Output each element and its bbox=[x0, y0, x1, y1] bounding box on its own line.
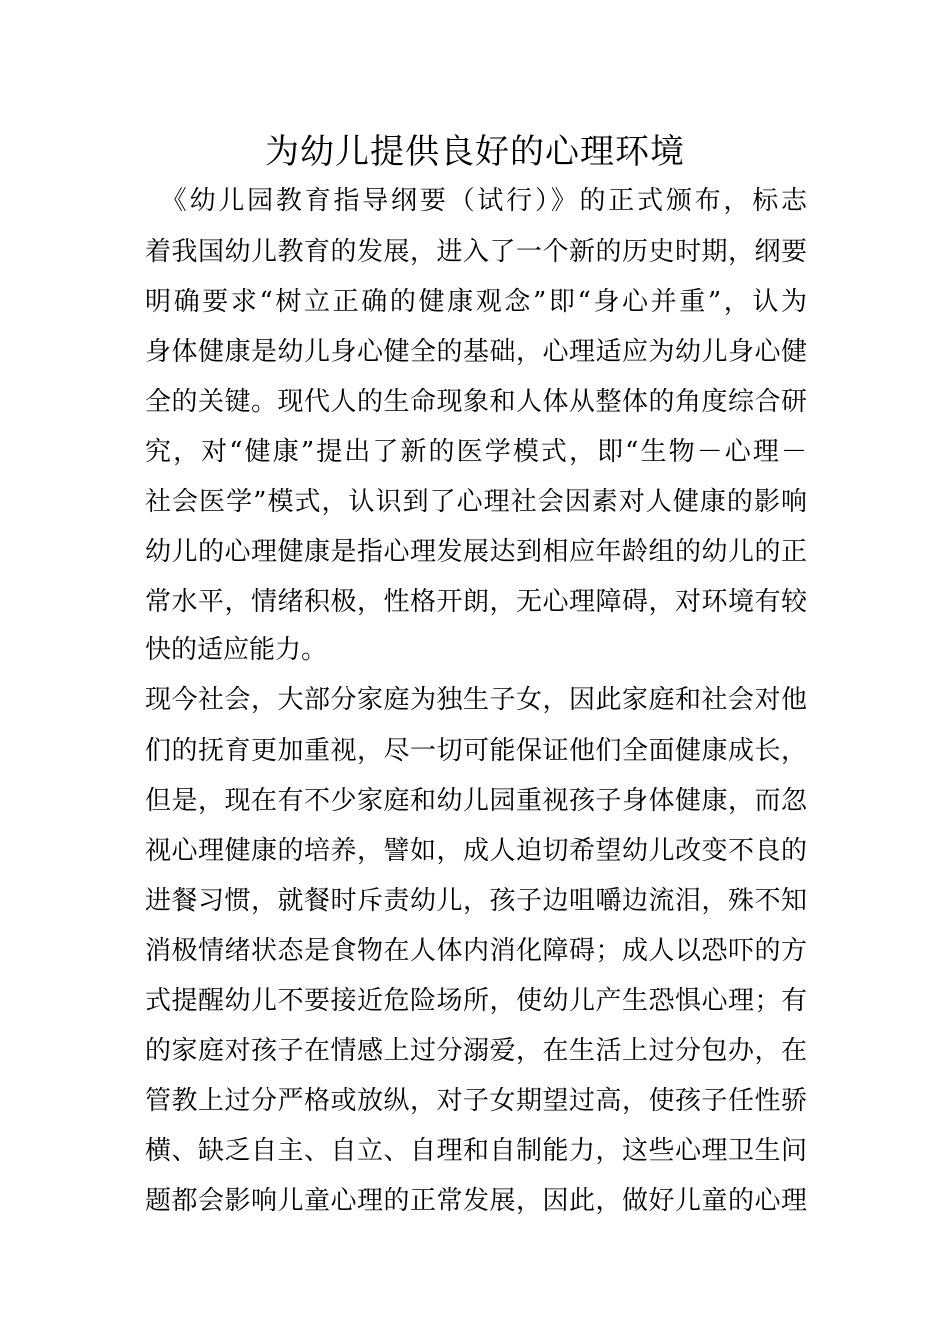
paragraph-line: 横、缺乏自主、自立、自理和自制能力，这些心理卫生问 bbox=[145, 1136, 807, 1166]
paragraph-line: 明确要求“树立正确的健康观念”即“身心并重”，认为 bbox=[145, 287, 807, 317]
paragraph-line: 现今社会，大部分家庭为独生子女，因此家庭和社会对他 bbox=[145, 685, 807, 715]
paragraph-line: 身体健康是幼儿身心健全的基础，心理适应为幼儿身心健 bbox=[145, 337, 807, 367]
paragraph-line: 管教上过分严格或放纵，对子女期望过高，使孩子任性骄 bbox=[145, 1086, 807, 1116]
paragraph-line: 社会医学”模式，认识到了心理社会因素对人健康的影响 bbox=[145, 487, 807, 517]
paragraph-line: 幼儿的心理健康是指心理发展达到相应年龄组的幼儿的正 bbox=[145, 537, 807, 567]
paragraph-line: 全的关键。现代人的生命现象和人体从整体的角度综合研 bbox=[145, 387, 807, 417]
paragraph-line: 但是，现在有不少家庭和幼儿园重视孩子身体健康，而忽 bbox=[145, 786, 807, 816]
paragraph-line: 《幼儿园教育指导纲要（试行）》的正式颁布，标志 bbox=[145, 186, 807, 216]
paragraph-line: 消极情绪状态是食物在人体内消化障碍；成人以恐吓的方 bbox=[145, 936, 807, 966]
paragraph-line: 式提醒幼儿不要接近危险场所，使幼儿产生恐惧心理；有 bbox=[145, 986, 807, 1016]
paragraph-line: 快的适应能力。 bbox=[145, 635, 328, 665]
paragraph-line: 视心理健康的培养，譬如，成人迫切希望幼儿改变不良的 bbox=[145, 836, 807, 866]
paragraph-line: 题都会影响儿童心理的正常发展，因此，做好儿童的心理 bbox=[145, 1186, 807, 1216]
paragraph-line: 常水平，情绪积极，性格开朗，无心理障碍，对环境有较 bbox=[145, 587, 807, 617]
paragraph-line: 进餐习惯，就餐时斥责幼儿，孩子边咀嚼边流泪，殊不知 bbox=[145, 886, 807, 916]
document-title: 为幼儿提供良好的心理环境 bbox=[265, 132, 685, 172]
paragraph-line: 究，对“健康”提出了新的医学模式，即“生物－心理－ bbox=[145, 437, 807, 467]
paragraph-line: 的家庭对孩子在情感上过分溺爱，在生活上过分包办，在 bbox=[145, 1036, 807, 1066]
paragraph-line: 们的抚育更加重视，尽一切可能保证他们全面健康成长， bbox=[145, 736, 807, 766]
paragraph-line: 着我国幼儿教育的发展，进入了一个新的历史时期，纲要 bbox=[145, 237, 807, 267]
